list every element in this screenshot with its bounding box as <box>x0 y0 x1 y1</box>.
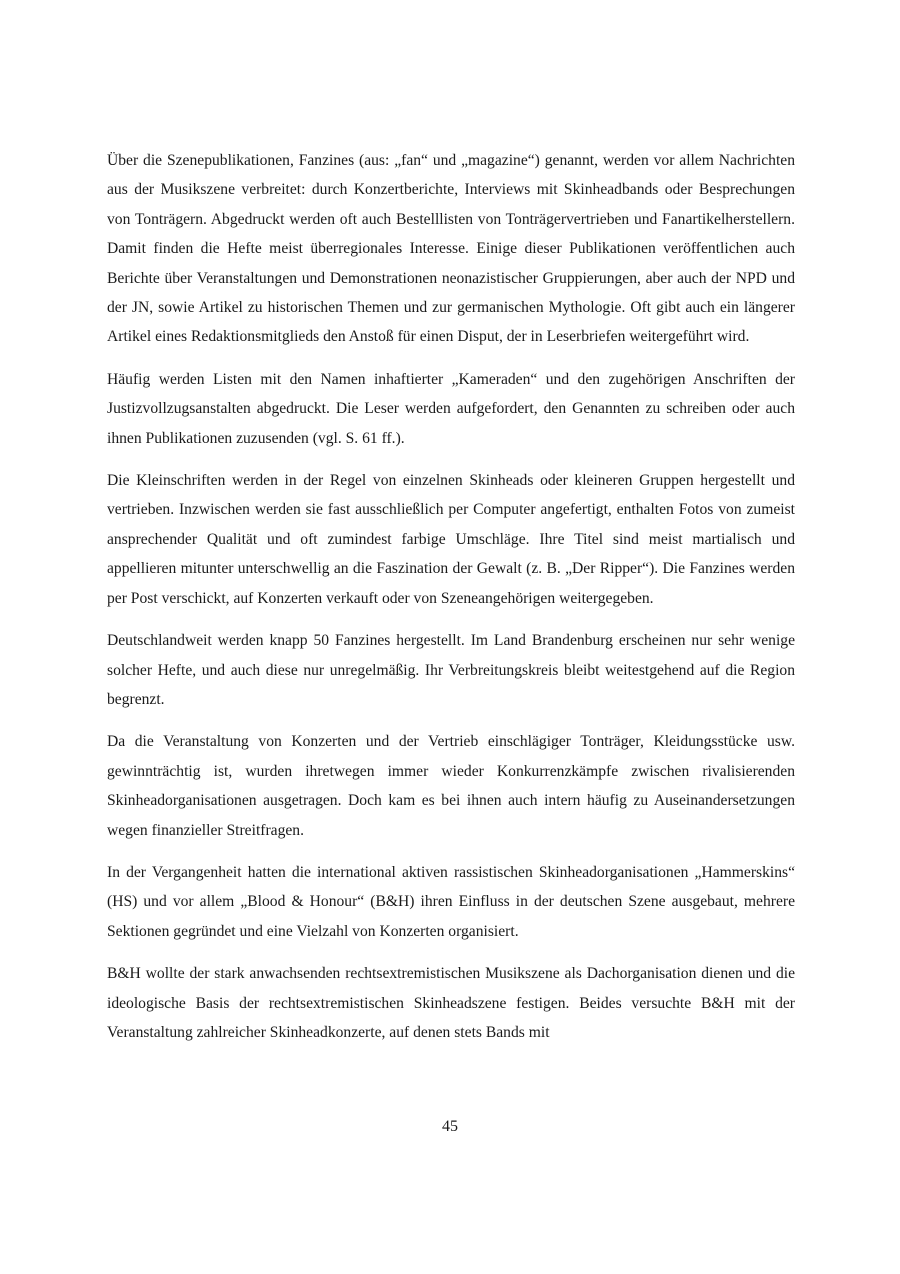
paragraph-competition: Da die Veranstaltung von Konzerten und der Vertrieb einschlägiger Tonträger, Kleidungsstücke usw. gewinnträchtig ist, wurden ihretwegen immer wieder Konkurrenzkämpfe zwischen rivalisierenden Skinheadorganisationen ausgetragen. Doch kam es bei ihnen auch intern häufig zu Auseinandersetzungen wegen finanzieller Streitfragen. <box>107 733 795 839</box>
body-text <box>107 146 795 1060</box>
paragraph-bh-goals: B&H wollte der stark anwachsenden rechtsextremistischen Musikszene als Dachorganisation dienen und die ideologische Basis der rechtsextremistischen Skinheadszene festigen. Beides versuchte B&H mit der Veranstaltung zahlreicher Skinheadkonzerte, auf denen stets Bands mit <box>107 965 795 1041</box>
paragraph-prisoner-lists: Häufig werden Listen mit den Namen inhaftierter „Kameraden“ und den zugehörigen Anschriften der Justizvollzugsanstalten abgedruckt. Die Leser werden aufgefordert, den Genannten zu schreiben oder auch ihnen Publikationen zuzusenden (vgl. S. 61 ff.). <box>107 370 795 447</box>
page-number: 45 <box>442 1118 458 1135</box>
paragraph-distribution: Deutschlandweit werden knapp 50 Fanzines hergestellt. Im Land Brandenburg erscheinen nur sehr wenige solcher Hefte, und auch diese nur unregelmäßig. Ihr Verbreitungskreis bleibt weitestgehend auf die Region begrenzt. <box>107 632 795 708</box>
paragraph-production: Die Kleinschriften werden in der Regel von einzelnen Skinheads oder kleineren Gruppen hergestellt und vertrieben. Inzwischen werden sie fast ausschließlich per Computer angefertigt, enthalten Fotos von zumeist ansprechender Qualität und oft zumindest farbige Umschläge. Ihre Titel sind meist martialisch und appellieren mitunter unterschwellig an die Faszination der Gewalt (z. B. „Der Ripper“). Die Fanzines werden per Post verschickt, auf Konzerten verkauft oder von Szeneangehörigen weitergegeben. <box>107 472 795 607</box>
paragraph-organisations: In der Vergangenheit hatten die international aktiven rassistischen Skinheadorganisationen „Hammerskins“ (HS) und vor allem „Blood & Honour“ (B&H) ihren Einfluss in der deutschen Szene ausgebaut, mehrere Sektionen gegründet und eine Vielzahl von Konzerten organisiert. <box>107 863 795 940</box>
paragraph-fanzines-content: Über die Szenepublikationen, Fanzines (aus: „fan“ und „magazine“) genannt, werden vor allem Nachrichten aus der Musikszene verbreitet: durch Konzertberichte, Interviews mit Skinheadbands oder Besprechungen von Tonträgern. Abgedruckt werden oft auch Bestelllisten von Tonträgervertrieben und Fanartikelherstellern. Damit finden die Hefte meist überregionales Interesse. Einige dieser Publikationen veröffentlichen auch Berichte über Veranstaltungen und Demonstrationen neonazistischer Gruppierungen, aber auch der NPD und der JN, sowie Artikel zu historischen Themen und zur germanischen Mythologie. Oft gibt auch ein längerer Artikel eines Redaktionsmitglieds den Anstoß für einen Disput, der in Leserbriefen weitergeführt wird. <box>107 152 795 346</box>
